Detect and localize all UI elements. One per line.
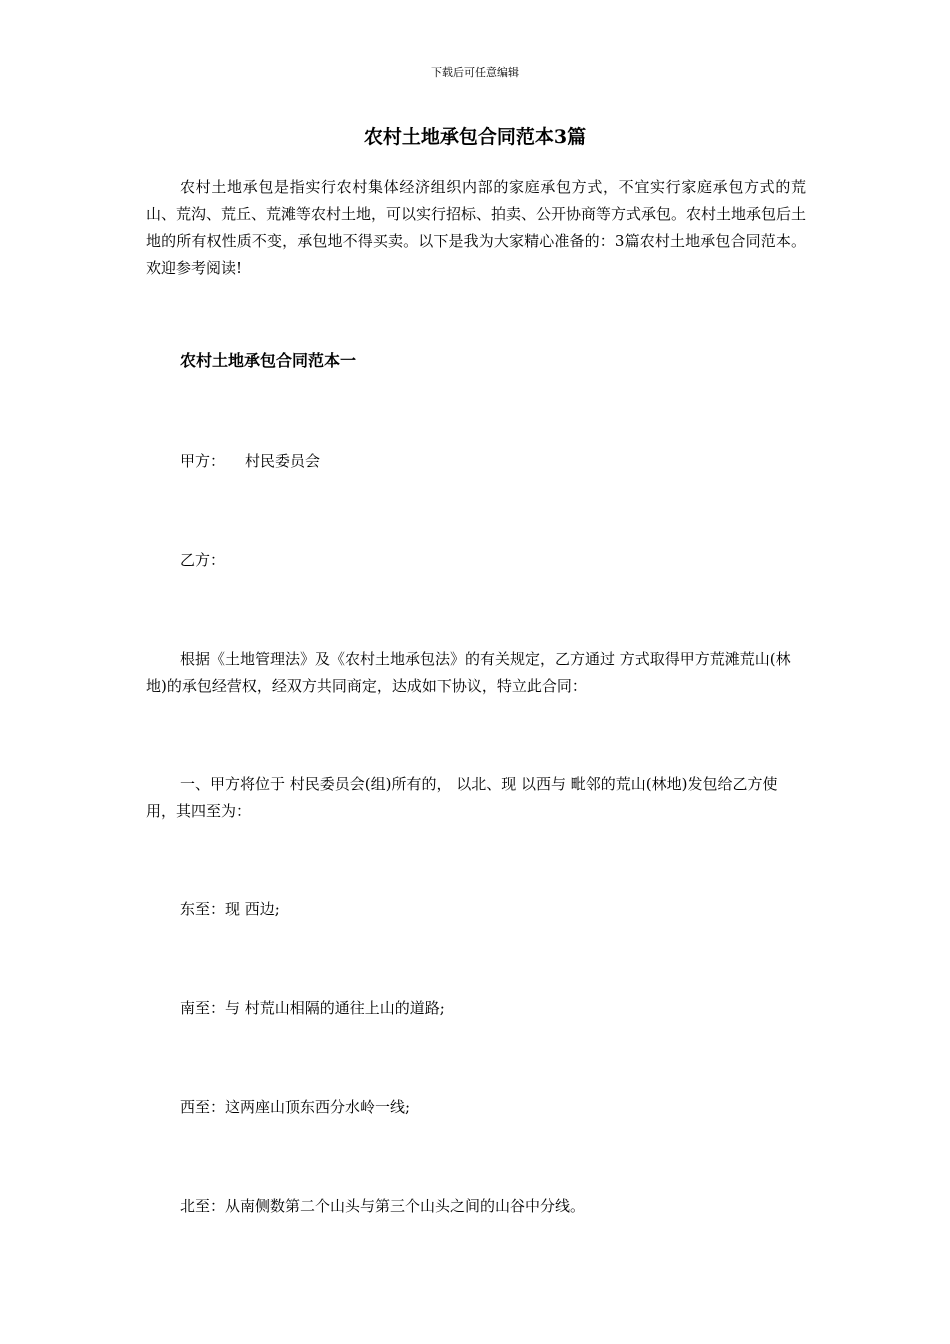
document-title: 农村土地承包合同范本3篇: [363, 126, 587, 148]
boundary-south: 南至：与 村荒山相隔的通往上山的道路;: [180, 999, 445, 1017]
party-a-value: 村民委员会: [245, 452, 321, 470]
page-header-note: 下载后可任意编辑: [431, 66, 519, 79]
basis-paragraph: 根据《土地管理法》及《农村土地承包法》的有关规定，乙方通过 方式取得甲方荒滩荒山(林地)的承包经营权，经双方共同商定，达成如下协议，特立此合同：: [146, 650, 791, 695]
section-heading: 农村土地承包合同范本一: [180, 351, 357, 370]
party-a-line: [146, 448, 806, 475]
intro-paragraph: 农村土地承包是指实行农村集体经济组织内部的家庭承包方式，不宜实行家庭承包方式的荒山、荒沟、荒丘、荒滩等农村土地，可以实行招标、拍卖、公开协商等方式承包。农村土地承包后土地的所有权性质不变，承包地不得买卖。以下是我为大家精心准备的：3篇农村土地承包合同范本。欢迎参考阅读!: [146, 178, 807, 277]
boundary-north: 北至：从南侧数第二个山头与第三个山头之间的山谷中分线。: [180, 1197, 586, 1215]
party-a-label: 甲方：: [180, 452, 226, 470]
clause-one-paragraph: 一、甲方将位于 村民委员会(组)所有的， 以北、现 以西与 毗邻的荒山(林地)发包给乙方使用，其四至为：: [146, 775, 778, 820]
boundary-east: 东至：现 西边;: [180, 900, 280, 918]
boundary-west: 西至：这两座山顶东西分水岭一线;: [180, 1098, 411, 1116]
party-b-line: 乙方：: [180, 551, 226, 569]
